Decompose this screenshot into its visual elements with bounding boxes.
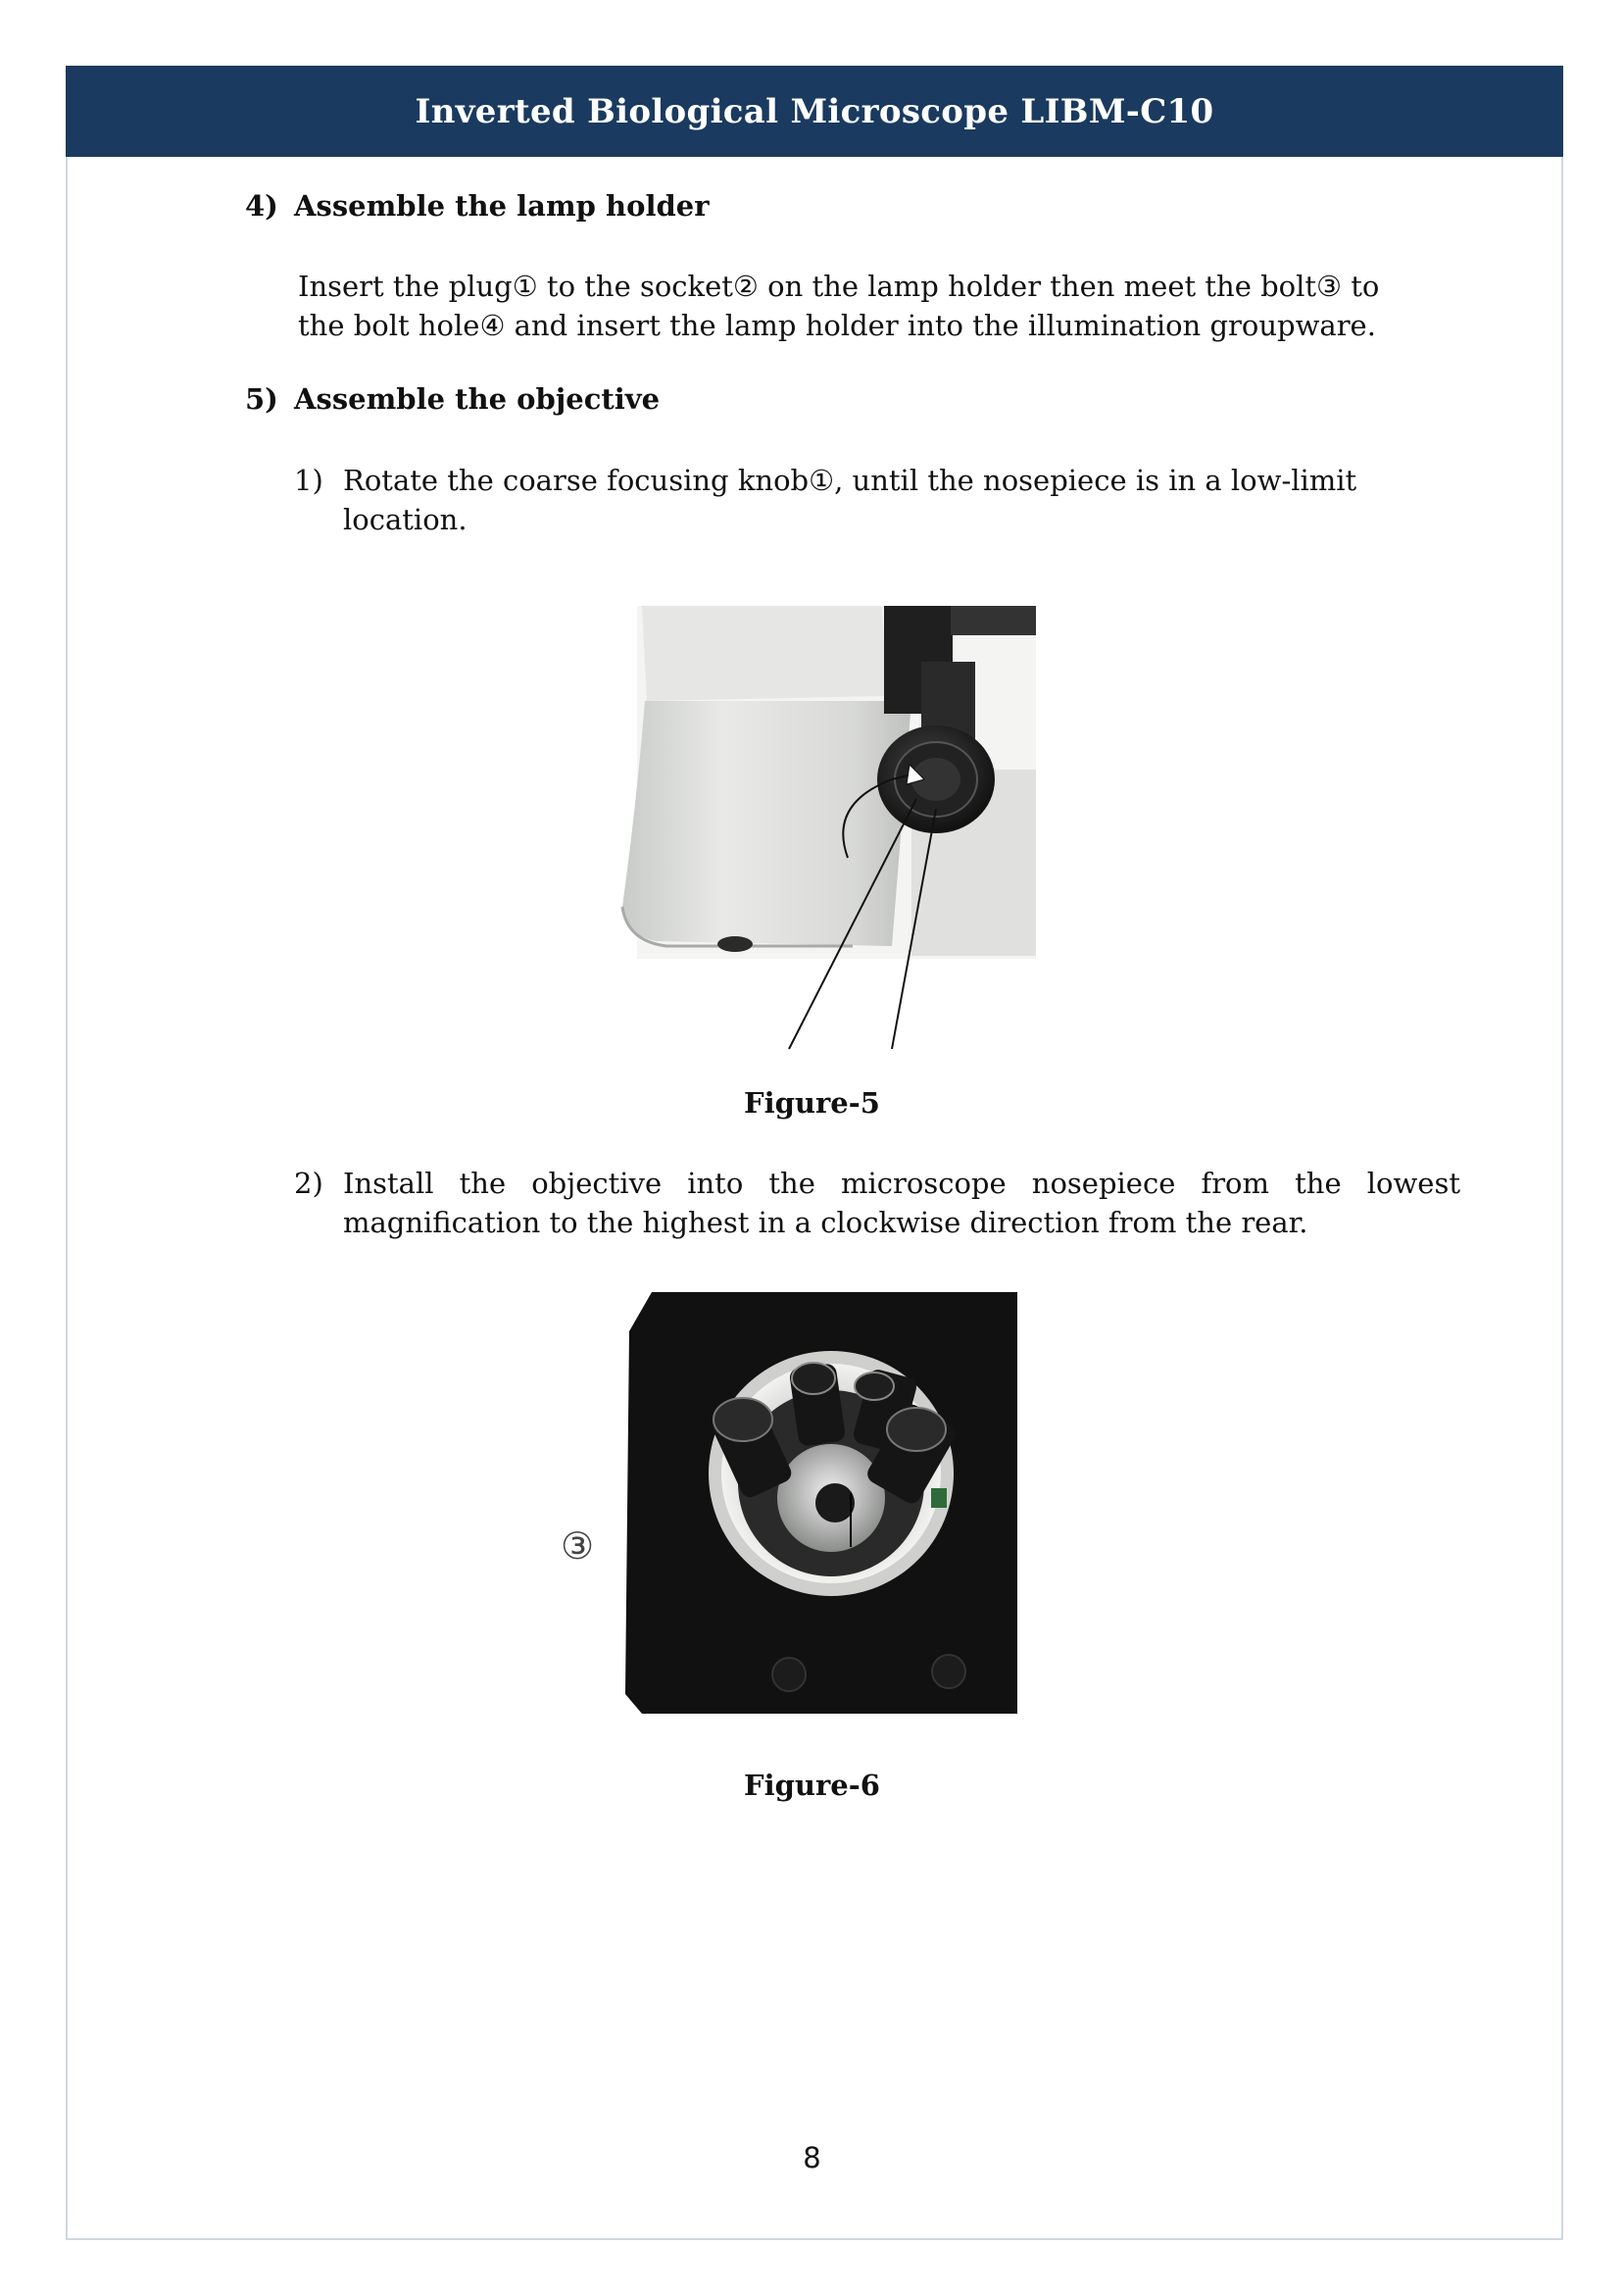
section-4-heading — [245, 189, 709, 223]
step-1 — [294, 461, 1460, 539]
section-4-body — [298, 267, 1464, 345]
figure-5-image — [598, 603, 1039, 1054]
figure-6-caption: Figure-6 — [744, 1769, 880, 1802]
figure-6-callout: ③ — [561, 1524, 595, 1568]
document-title: Inverted Biological Microscope LIBM-C10 — [415, 91, 1214, 131]
figure-5-caption: Figure-5 — [744, 1086, 880, 1120]
section-4-title: Assemble the lamp holder — [294, 189, 710, 223]
header-bar — [66, 66, 1563, 157]
section-4-body-line-1: Insert the plug① to the socket② on the lamp holder then meet the bolt③ to — [298, 270, 1380, 303]
section-4-number: 4) — [245, 189, 278, 223]
section-5-title: Assemble the objective — [294, 382, 661, 416]
step-2-text: Install the objective into the microscope nosepiece from the lowest magnification to the highest in a clockwise direction from the rear. — [343, 1167, 1460, 1239]
page-number: 8 — [803, 2141, 821, 2174]
step-1-number: 1) — [294, 464, 323, 497]
step-2 — [294, 1164, 1460, 1242]
step-1-text: Rotate the coarse focusing knob①, until the nosepiece is in a low-limit location. — [343, 464, 1357, 536]
figure-6-image — [617, 1292, 1019, 1714]
step-2-number: 2) — [294, 1167, 323, 1200]
section-5-number: 5) — [245, 382, 278, 416]
section-4-body-line-2: the bolt hole④ and insert the lamp holder into the illumination groupware. — [298, 309, 1376, 342]
section-5-heading — [245, 382, 660, 416]
